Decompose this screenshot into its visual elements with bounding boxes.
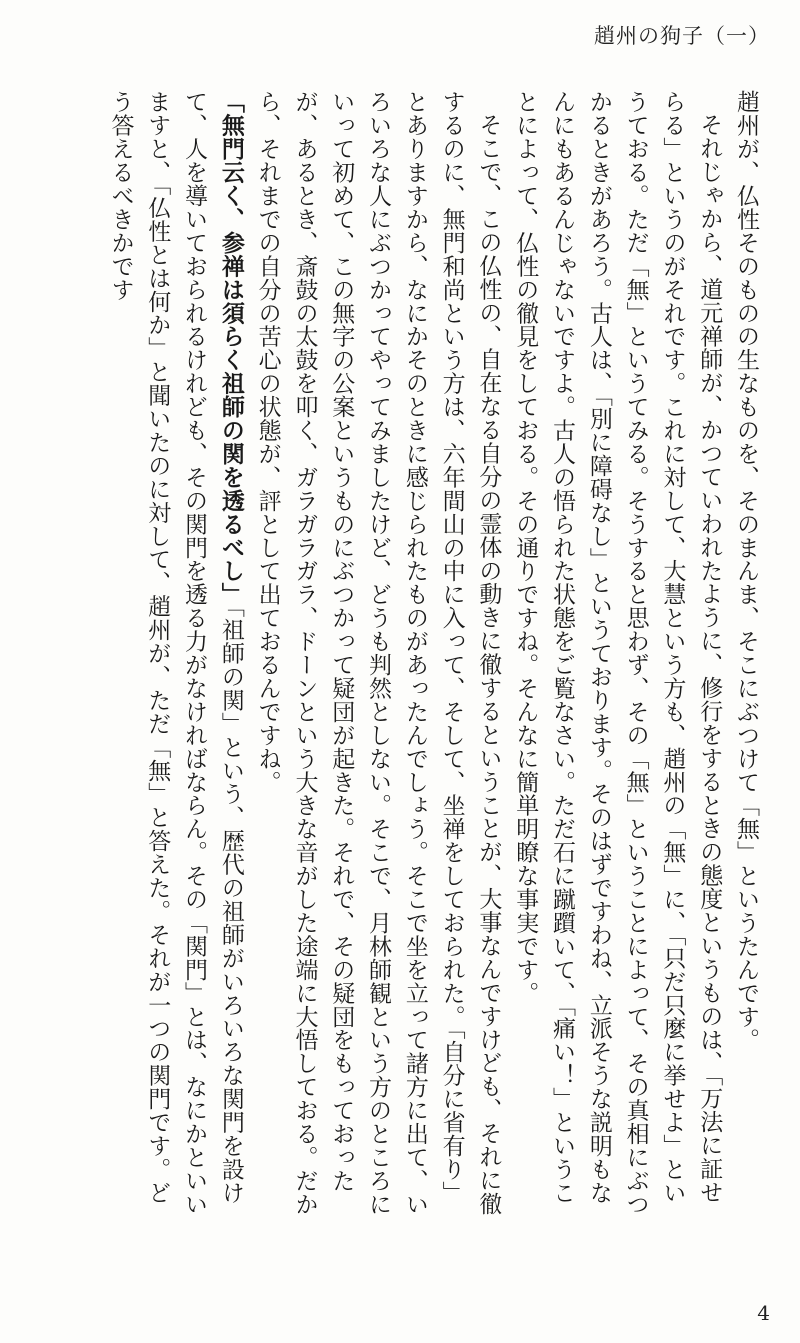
body-text: [44, 90, 764, 1220]
page-number: 4: [757, 1301, 770, 1325]
paragraph-3-text: そこで、この仏性の、自在なる自分の霊体の動きに徹するということが、大事なんですけども、それに徹するのに、無門和尚という方は、六年間山の中に入って、そして、坐禅をしておられた。「自分に省有り」とありますから、なにかそのときに感じられたものがあったんでしょう。そこで坐を立って諸方に出て、いろいろな人にぶつかってやってみましたけど、どうも判然としない。そこで、月林師観という方のところにいって初めて、この無字の公案というものにぶつかって疑団が起きた。それで、その疑団をもっておったが、あるとき、斎鼓の太鼓を叩く、ガラガラガラ、ドーンという大きな音がした途端に大悟しておる。だから、それまでの自分の苦心の状態が、評として出ておるんですね。: [254, 90, 502, 1216]
paragraph-2: [506, 90, 727, 1220]
paragraph-1: [727, 90, 764, 1220]
paragraph-3: [249, 90, 507, 1220]
paragraph-2-text: それじゃから、道元禅師が、かつていわれたように、修行をするときの態度というものは、「万法に証せらる」というのがそれです。これに対して、大慧という方も、趙州の「無」に、「只だ只麼に挙せよ」というておる。ただ「無」というてみる。そうすると思わず、その「無」ということによって、その真相にぶつかるときがあろう。古人は、「別に障碍なし」というております。そのはずですわね、立派そうな説明もなんにもあるんじゃないですよ。古人の悟られた状態をご覧なさい。ただ石に蹴躓いて、「痛い！」ということによって、仏性の徹見をしておる。その通りですね。そんなに簡単明瞭な事実です。: [512, 90, 723, 1216]
paragraph-4: [102, 90, 249, 1220]
koan-quote: 「無門云く、参禅は須らく祖師の関を透るべし」: [217, 90, 245, 606]
running-header-title: 趙州の狗子（一）: [594, 24, 770, 48]
paragraph-4-text: 「祖師の関」という、歴代の祖師がいろいろな関門を設けて、人を導いておられるけれども、その関門を透る力がなければならん。その「関門」とは、なにかといいますと、「仏性とは何か」と聞いたのに対して、趙州が、ただ「無」と答えた。それが一つの関門です。どう答えるべきかです: [107, 90, 244, 1216]
paragraph-1-text: 趙州が、仏性そのものの生なものを、そのまんま、そこにぶつけて「無」というたんです。: [733, 90, 759, 1052]
